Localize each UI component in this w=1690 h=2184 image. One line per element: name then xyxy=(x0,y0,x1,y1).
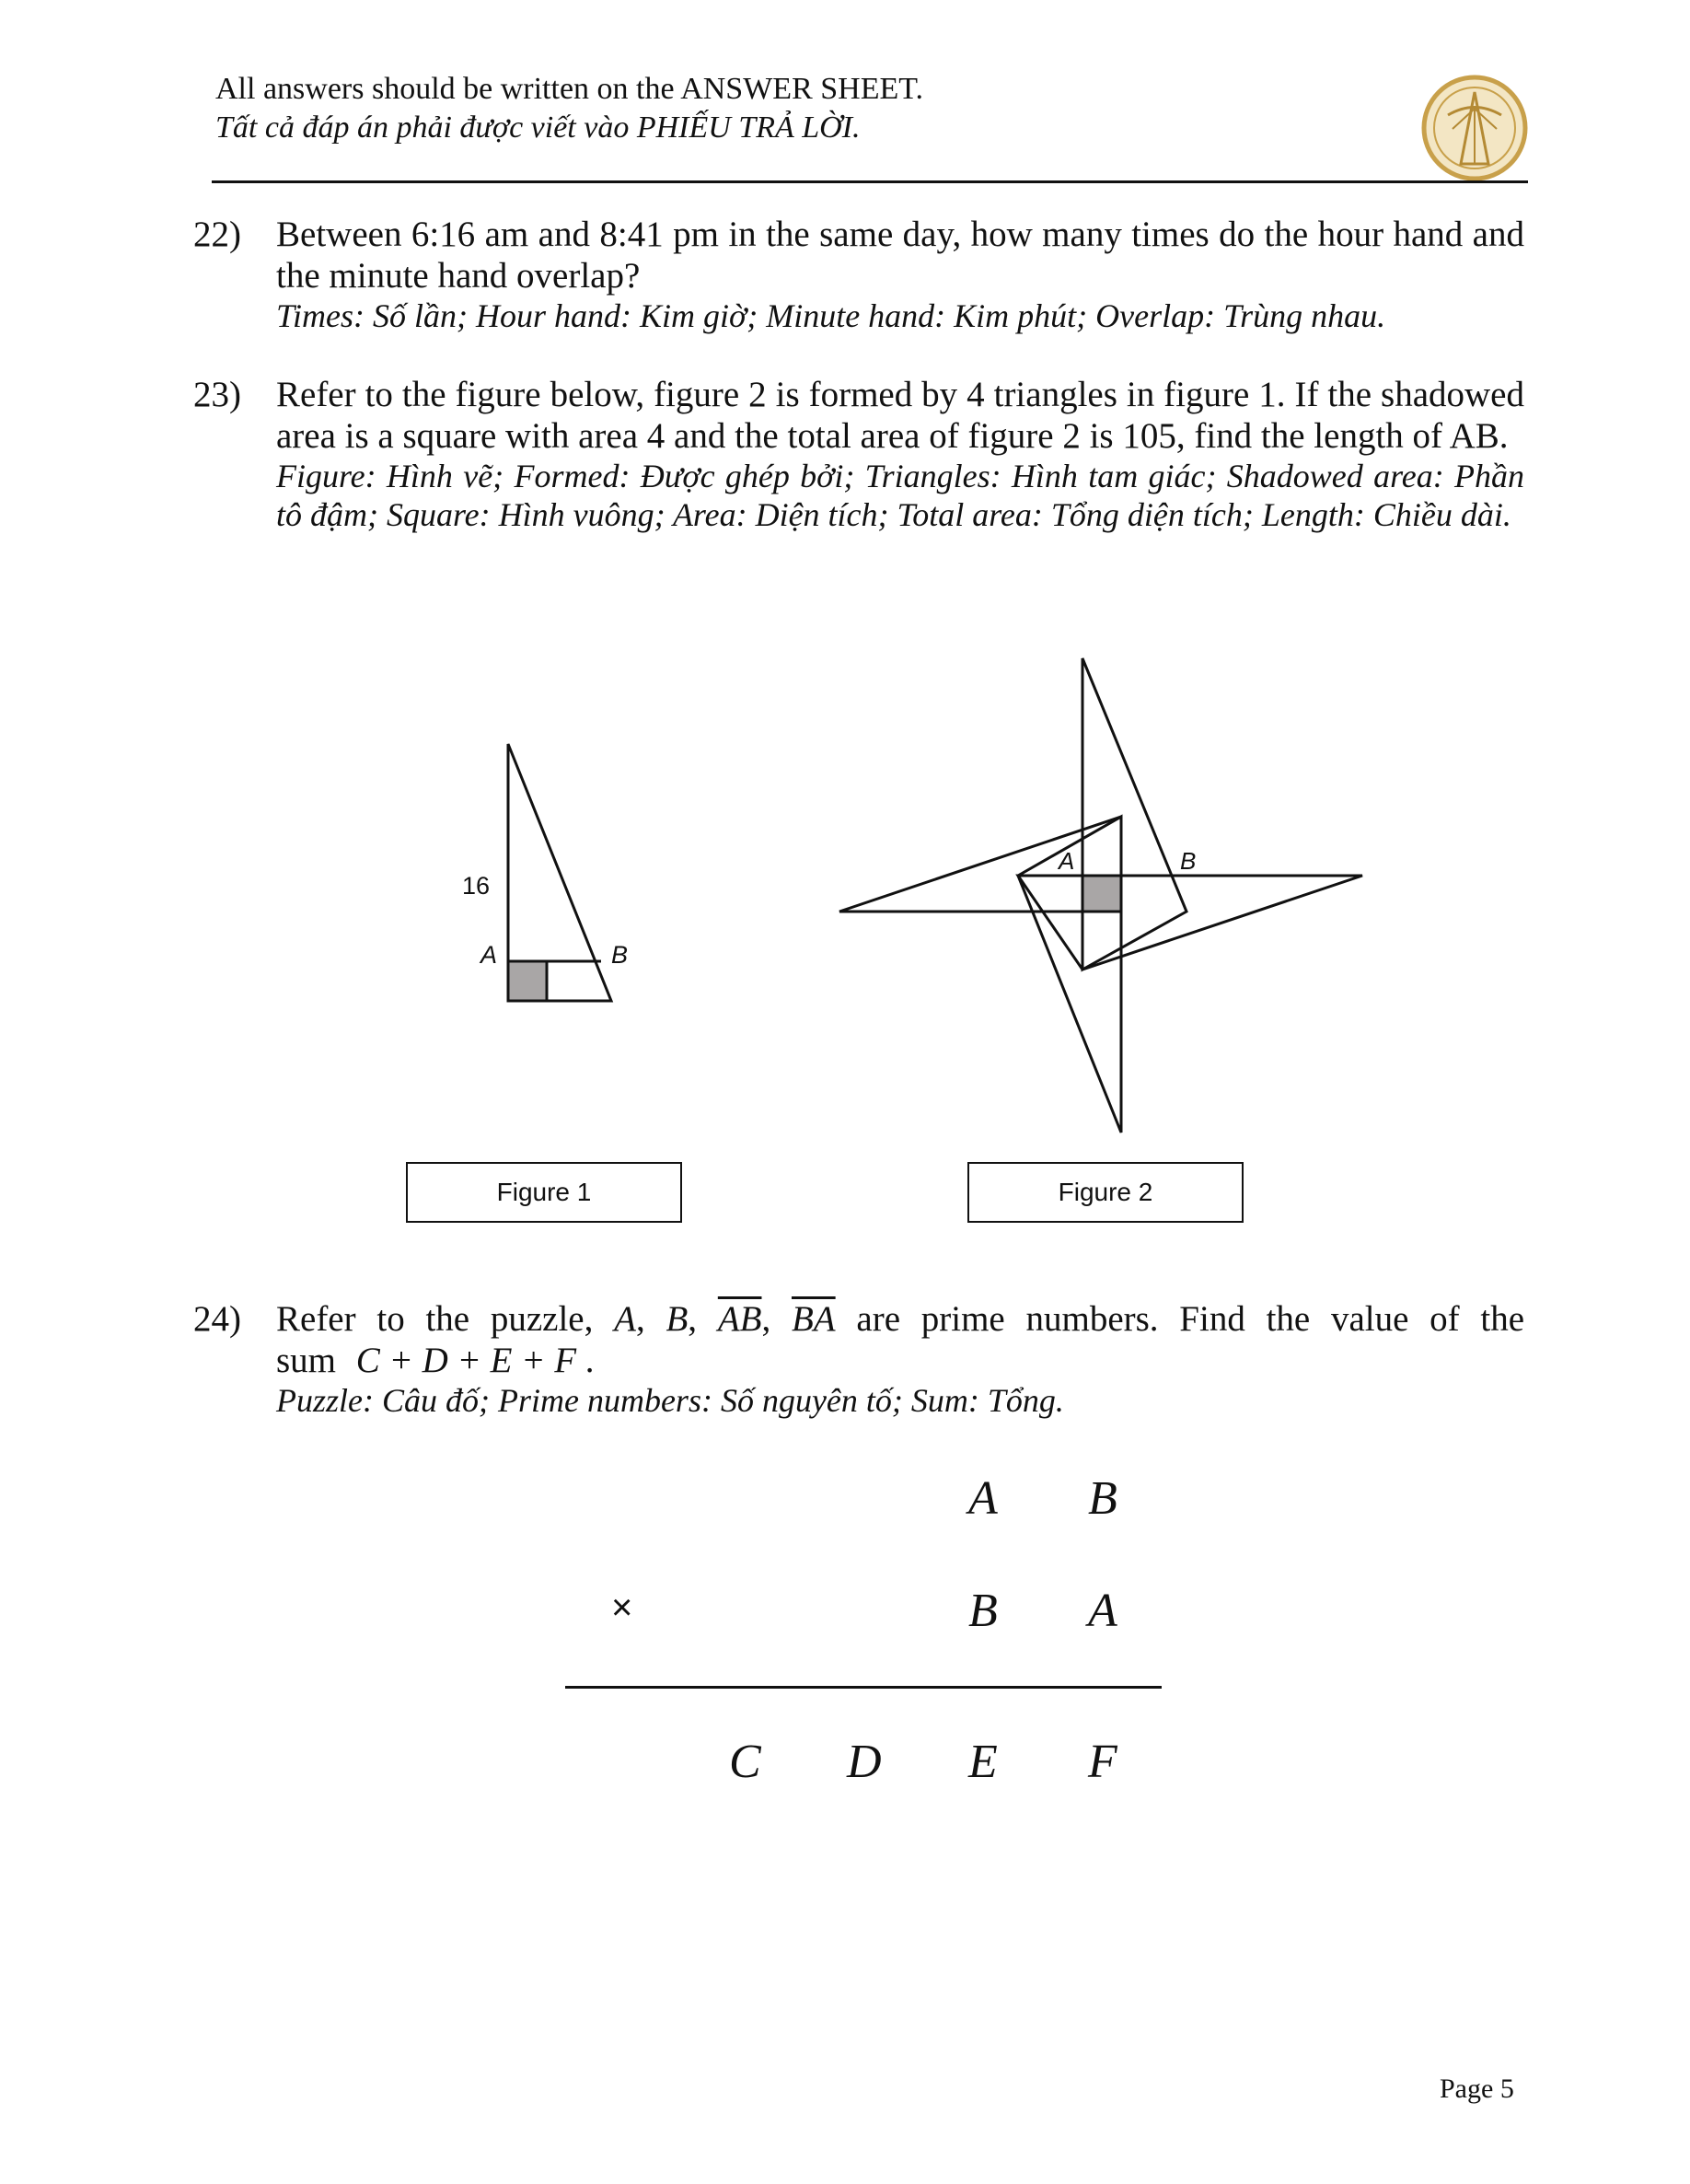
var-a: A xyxy=(614,1299,636,1339)
figure-1-label-b: B xyxy=(611,941,629,969)
figure-2-pinwheel xyxy=(839,658,1362,1133)
puzzle-r1-b: B xyxy=(1088,1472,1117,1525)
multiply-sign: × xyxy=(611,1587,633,1628)
puzzle-result-f: F xyxy=(1088,1736,1117,1788)
figure-1-triangle xyxy=(508,744,611,1001)
question-text-line-2: sum C + D + E + F . xyxy=(276,1341,595,1380)
puzzle-result-d: D xyxy=(847,1736,882,1788)
glossary: Figure: Hình vẽ; Formed: Được ghép bởi; Triangles: Hình tam giác; Shadowed area: Phần tô đậm; Square: Hình vuông; Area: Diện tích; Total area: Tổng diện tích; Length: Chiều dài. xyxy=(276,458,1524,533)
shaded-square xyxy=(1082,876,1121,912)
figure-2-label-b: B xyxy=(1180,847,1197,875)
figure-1-label-a: A xyxy=(480,941,498,969)
question-number: 22) xyxy=(193,215,241,254)
text-part: sum xyxy=(276,1341,337,1380)
puzzle-r2-b: B xyxy=(968,1585,998,1637)
glossary: Puzzle: Câu đố; Prime numbers: Số nguyên tố; Sum: Tổng. xyxy=(276,1382,1064,1419)
sum-expression: C + D + E + F xyxy=(355,1341,577,1380)
figure-1-caption: Figure 1 xyxy=(406,1162,682,1223)
text-part: are prime numbers. Find the value of the xyxy=(856,1299,1525,1339)
figure-1-side-label: 16 xyxy=(462,872,491,900)
glossary: Times: Số lần; Hour hand: Kim giờ; Minute hand: Kim phút; Overlap: Trùng nhau. xyxy=(276,297,1386,334)
figure-2-caption: Figure 2 xyxy=(967,1162,1244,1223)
figure-2-label-a: A xyxy=(1059,847,1075,875)
question-number: 23) xyxy=(193,375,241,414)
question-text-line-1: Refer to the puzzle, A, B, $\overline{AB}$, $\overline{BA}$ are prime numbers. Find the value of the xyxy=(276,1299,1525,1339)
text-part: Refer to the puzzle, xyxy=(276,1299,594,1339)
var-b: B xyxy=(666,1299,689,1339)
shaded-square xyxy=(508,961,547,1001)
instruction-vi: Tất cả đáp án phải được viết vào PHIẾU TRẢ LỜI. xyxy=(215,110,861,145)
puzzle-r1-a: A xyxy=(968,1472,998,1525)
question-text: Between 6:16 am and 8:41 pm in the same day, how many times do the hour hand and the minute hand overlap? xyxy=(276,215,1524,296)
instruction-en: All answers should be written on the ANSWER SHEET. xyxy=(215,72,924,106)
puzzle-result-e: E xyxy=(968,1736,998,1788)
question-text: Refer to the figure below, figure 2 is formed by 4 triangles in figure 1. If the shadowed area is a square with area 4 and the total area of figure 2 is 105, find the length of AB. xyxy=(276,375,1524,456)
number-ab: $\overline{AB}$ xyxy=(717,1299,762,1339)
question-number: 24) xyxy=(193,1299,241,1339)
puzzle-divider xyxy=(565,1686,1162,1689)
puzzle-result-c: C xyxy=(729,1736,761,1788)
puzzle-r2-a: A xyxy=(1088,1585,1117,1637)
page-number: Page 5 xyxy=(1440,2074,1514,2104)
number-ba: $\overline{BA}$ xyxy=(791,1299,836,1339)
